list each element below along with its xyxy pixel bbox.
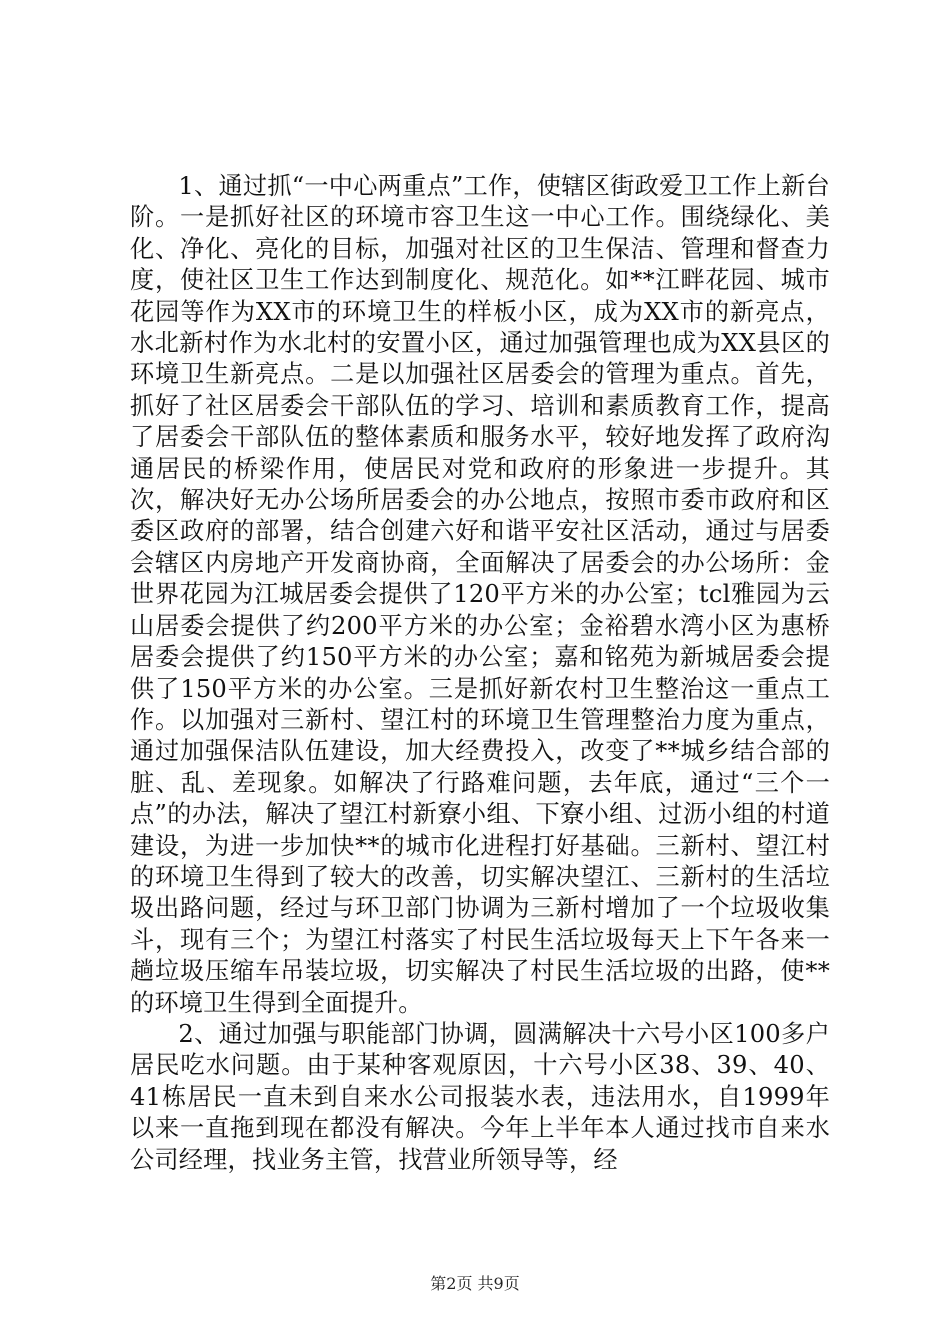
page-footer	[0, 1274, 950, 1294]
document-body	[130, 171, 830, 1176]
paragraph-1: 1、通过抓“一中心两重点”工作，使辖区街政爱卫工作上新台阶。一是抓好社区的环境市容卫生这一中心工作。围绕绿化、美化、净化、亮化的目标，加强对社区的卫生保洁、管理和督查力度，使社区卫生工作达到制度化、规范化。如**江畔花园、城市花园等作为XX市的环境卫生的样板小区，成为XX市的新亮点，水北新村作为水北村的安置小区，通过加强管理也成为XX县区的环境卫生新亮点。二是以加强社区居委会的管理为重点。首先，抓好了社区居委会干部队伍的学习、培训和素质教育工作，提高了居委会干部队伍的整体素质和服务水平，较好地发挥了政府沟通居民的桥梁作用，使居民对党和政府的形象进一步提升。其次，解决好无办公场所居委会的办公地点，按照市委市政府和区委区政府的部署，结合创建六好和谐平安社区活动，通过与居委会辖区内房地产开发商协商，全面解决了居委会的办公场所：金世界花园为江城居委会提供了120平方米的办公室；tcl雅园为云山居委会提供了约200平方米的办公室；金裕碧水湾小区为惠桥居委会提供了约150平方米的办公室；嘉和铭苑为新城居委会提供了150平方米的办公室。三是抓好新农村卫生整治这一重点工作。以加强对三新村、望江村的环境卫生管理整治力度为重点，通过加强保洁队伍建设，加大经费投入，改变了**城乡结合部的脏、乱、差现象。如解决了行路难问题，去年底，通过“三个一点”的办法，解决了望江村新寮小组、下寮小组、过沥小组的村道建设，为进一步加快**的城市化进程打好基础。三新村、望江村的环境卫生得到了较大的改善，切实解决望江、三新村的生活垃圾出路问题，经过与环卫部门协调为三新村增加了一个垃圾收集斗，现有三个；为望江村落实了村民生活垃圾每天上下午各来一趟垃圾压缩车吊装垃圾，切实解决了村民生活垃圾的出路，使**的环境卫生得到全面提升。	[130, 172, 830, 1017]
paragraph-2: 2、通过加强与职能部门协调，圆满解决十六号小区100多户居民吃水问题。由于某种客观原因，十六号小区38、39、40、41栋居民一直未到自来水公司报装水表，违法用水，自1999年以来一直拖到现在都没有解决。今年上半年本人通过找市自来水公司经理，找业务主管，找营业所领导等，经	[130, 1019, 830, 1174]
page-number: 第2页 共9页	[430, 1274, 520, 1293]
